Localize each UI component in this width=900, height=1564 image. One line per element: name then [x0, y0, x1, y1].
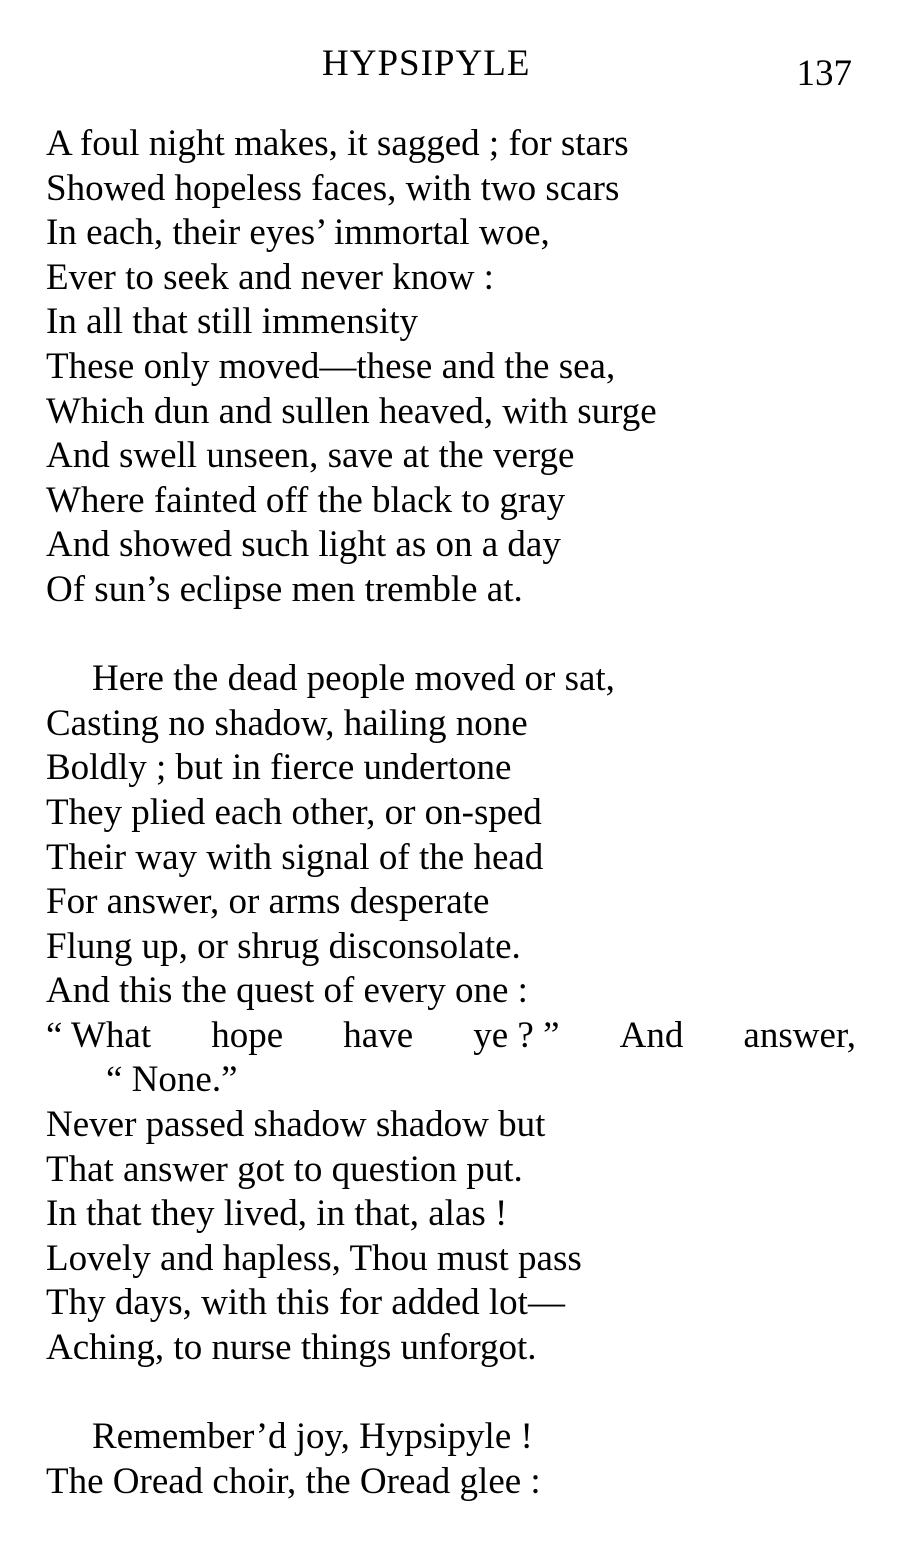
- page-number: 137: [796, 53, 852, 94]
- poem-line: They plied each other, or on-sped: [46, 791, 542, 833]
- poem-line-justified: [46, 1014, 856, 1059]
- poem-line: These only moved—these and the sea,: [46, 345, 616, 387]
- stanza-gap: [46, 1371, 866, 1416]
- poem-line: Their way with signal of the head: [46, 836, 544, 878]
- poem-line: Showed hopeless faces, with two scars: [46, 167, 620, 209]
- running-title: HYPSIPYLE: [322, 43, 531, 84]
- poem-word: And: [619, 1014, 684, 1056]
- poem-line: Aching, to nurse things unforgot.: [46, 1327, 537, 1369]
- poem-line: Ever to seek and never know :: [46, 256, 494, 298]
- poem-line: Never passed shadow shadow but: [46, 1104, 546, 1146]
- poem-line: Remember’d joy, Hypsipyle !: [92, 1416, 533, 1458]
- running-head: [0, 40, 900, 94]
- poem-line: In all that still immensity: [46, 301, 419, 343]
- poem-line: Lovely and hapless, Thou must pass: [46, 1237, 582, 1279]
- poem-line: For answer, or arms desperate: [46, 881, 490, 923]
- poem-line: A foul night makes, it sagged ; for stars: [46, 123, 629, 164]
- poem-line: Here the dead people moved or sat,: [92, 658, 615, 700]
- poem-line: In each, their eyes’ immortal woe,: [46, 212, 550, 254]
- poem-line: Of sun’s eclipse men tremble at.: [46, 568, 523, 610]
- poem-line: Boldly ; but in fierce undertone: [46, 747, 512, 789]
- poem-line: And showed such light as on a day: [46, 524, 561, 566]
- poem-word: answer,: [743, 1014, 856, 1056]
- poem-line: Casting no shadow, hailing none: [46, 702, 528, 744]
- poem-word: have: [343, 1014, 414, 1056]
- poem-line: Thy days, with this for added lot—: [46, 1282, 565, 1324]
- poem-line: Which dun and sullen heaved, with surge: [46, 390, 657, 432]
- poem-line: That answer got to question put.: [46, 1148, 523, 1190]
- poem-word: ye ? ”: [473, 1014, 560, 1056]
- poem-line: The Oread choir, the Oread glee :: [46, 1460, 541, 1502]
- poem-word: “ What: [46, 1014, 152, 1056]
- poem-word: hope: [211, 1014, 284, 1056]
- poem-line: And this the quest of every one :: [46, 970, 528, 1012]
- poem-line: Where fainted off the black to gray: [46, 479, 566, 521]
- poem-text: [46, 122, 866, 1504]
- poem-line-continuation: “ None.”: [106, 1059, 238, 1101]
- poem-line: In that they lived, in that, alas !: [46, 1193, 508, 1235]
- poem-line: And swell unseen, save at the verge: [46, 435, 575, 477]
- poem-line: Flung up, or shrug disconsolate.: [46, 925, 521, 967]
- stanza-gap: [46, 613, 866, 658]
